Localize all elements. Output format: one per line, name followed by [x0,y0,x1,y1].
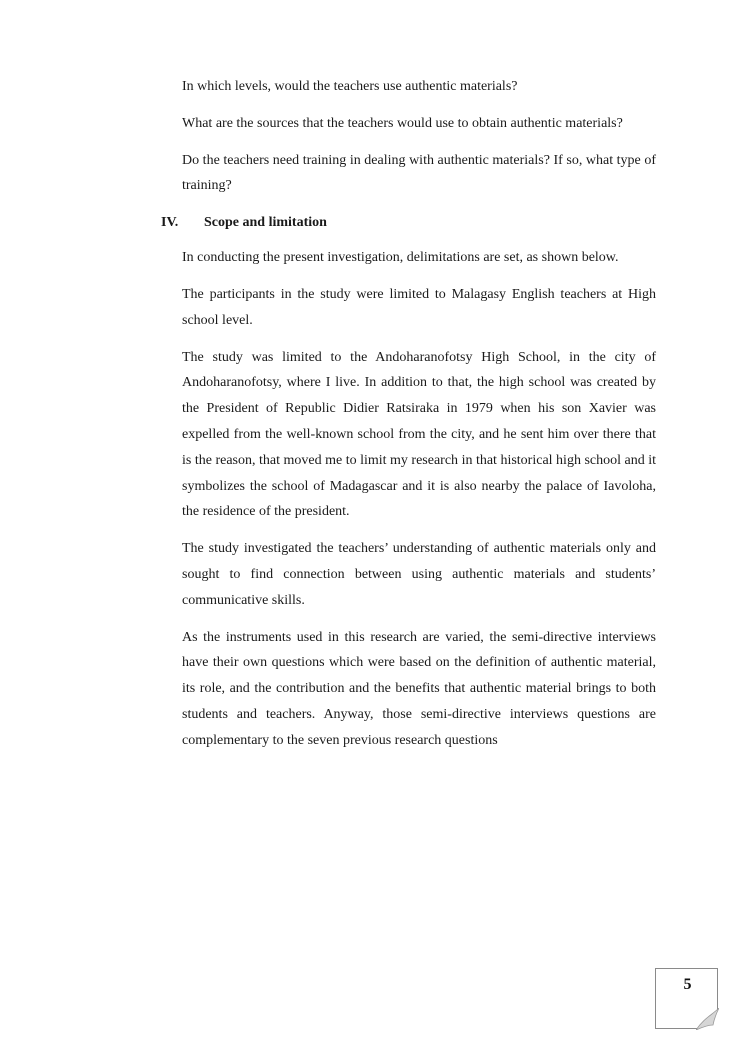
section-heading [161,210,656,236]
section-number: IV. [161,215,179,231]
research-question-sources: What are the sources that the teachers would use to obtain authentic materials? [182,115,623,131]
page-number: 5 [683,976,692,993]
page-curl-icon [696,1008,719,1030]
section-title: Scope and limitation [204,215,327,231]
paragraph-study-location: The study was limited to the Andoharanofotsy High School, in the city of Andoharanofotsy, where I live. In addition to that, the high school was created by the President of Republic Didier Ratsiraka in 1979 when his son Xavier was expelled from the well-known school from the city, and he sent him over there that is the reason, that moved me to limit my research in that historical high school and it symbolizes the school of Madagascar and it is also nearby the palace of Iavoloha, the residence of the president. [182,349,656,520]
research-question-training: Do the teachers need training in dealing with authentic materials? If so, what type of training? [182,152,656,194]
research-question-levels: In which levels, would the teachers use authentic materials? [182,79,518,94]
paragraph-participants: The participants in the study were limited to Malagasy English teachers at High school level. [182,286,656,328]
page-body [161,74,656,765]
paragraph-study-focus: The study investigated the teachers’ understanding of authentic materials only and sought to find connection between using authentic materials and students’ communicative skills. [182,541,656,608]
paragraph-delimitations: In conducting the present investigation, delimitations are set, as shown below. [182,250,619,266]
paragraph-instruments: As the instruments used in this research are varied, the semi-directive interviews have their own questions which were based on the definition of authentic material, its role, and the contribution and the benefits that authentic material brings to both students and teachers. Anyway, those semi-directive interviews questions are complementary to the seven previous research questions [182,629,656,748]
